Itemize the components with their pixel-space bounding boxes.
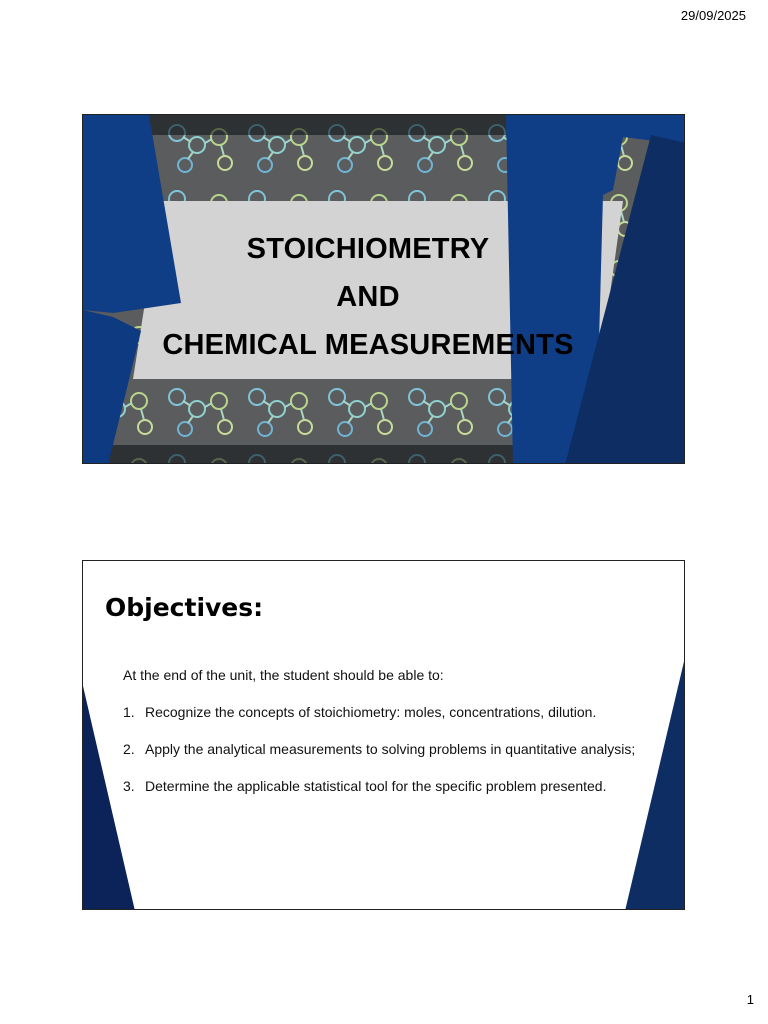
item-text: Determine the applicable statistical tool for the specific problem presented. bbox=[145, 778, 607, 794]
title-line-3: CHEMICAL MEASUREMENTS bbox=[162, 329, 574, 361]
objectives-slide bbox=[82, 560, 685, 910]
page-number: 1 bbox=[746, 992, 754, 1007]
item-number: 2. bbox=[123, 741, 135, 757]
list-item bbox=[123, 740, 641, 758]
slide-title bbox=[83, 225, 653, 369]
item-text: Recognize the concepts of stoichiometry: moles, concentrations, dilution. bbox=[145, 704, 597, 720]
list-item bbox=[123, 703, 641, 721]
title-slide bbox=[82, 114, 685, 464]
item-number: 3. bbox=[123, 778, 135, 794]
item-text: Apply the analytical measurements to solving problems in quantitative analysis; bbox=[145, 741, 636, 757]
objectives-intro: At the end of the unit, the student should be able to: bbox=[123, 667, 444, 683]
item-number: 1. bbox=[123, 704, 135, 720]
print-date: 29/09/2025 bbox=[680, 8, 746, 23]
objectives-heading: Objectives: bbox=[105, 593, 264, 622]
title-line-1: STOICHIOMETRY bbox=[246, 233, 490, 265]
list-item bbox=[123, 777, 641, 795]
title-line-2: AND bbox=[336, 281, 400, 313]
objectives-list bbox=[123, 703, 641, 814]
